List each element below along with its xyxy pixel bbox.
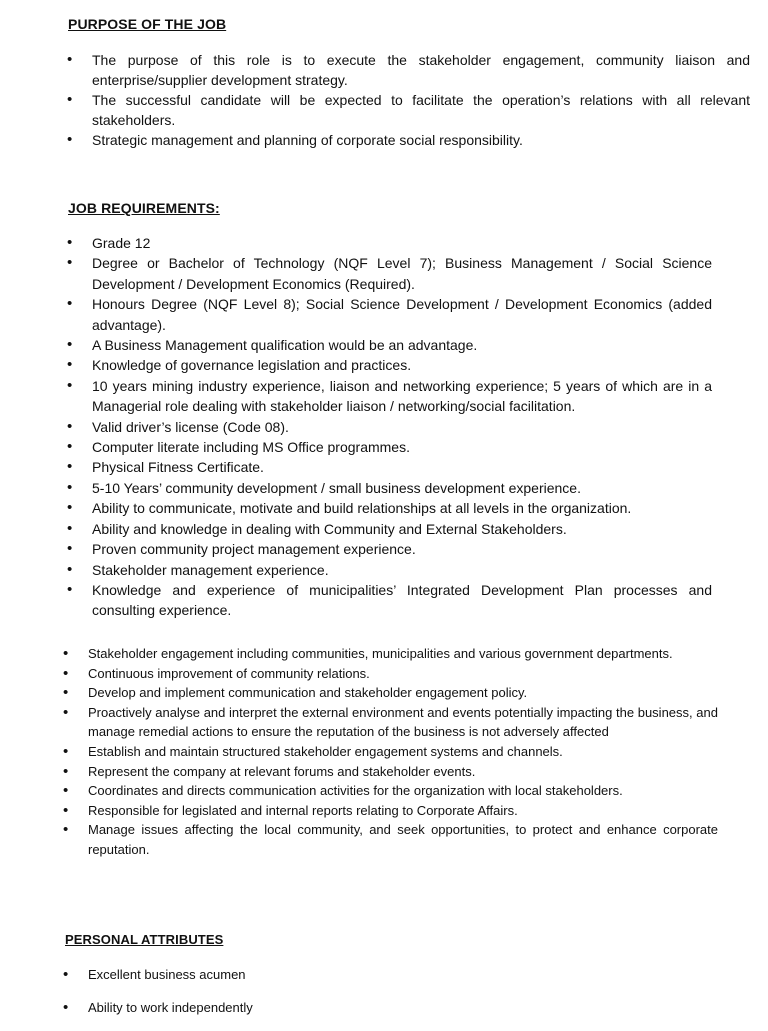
list-item: • The purpose of this role is to execute the stakeholder engagement, community liaison and enterprise/supplier development strategy.: [92, 50, 750, 90]
responsibilities-list: [88, 644, 718, 860]
personal-attributes-heading: PERSONAL ATTRIBUTES: [65, 932, 224, 947]
list-item: • The successful candidate will be expected to facilitate the operation’s relations with all relevant stakeholders.: [92, 90, 750, 130]
list-item: • Computer literate including MS Office programmes.: [92, 437, 712, 457]
list-item: • Valid driver’s license (Code 08).: [92, 417, 712, 437]
list-item: • Continuous improvement of community relations.: [88, 664, 718, 684]
list-item: • Stakeholder engagement including communities, municipalities and various government departments.: [88, 644, 718, 664]
job-requirements-heading: JOB REQUIREMENTS:: [68, 200, 220, 216]
personal-attributes-list: [88, 965, 718, 1031]
list-item: • 10 years mining industry experience, liaison and networking experience; 5 years of which are in a Managerial role dealing with stakeholder liaison / networking/social facilitation.: [92, 376, 712, 417]
list-item: • Grade 12: [92, 233, 712, 253]
list-item: • Knowledge of governance legislation and practices.: [92, 355, 712, 375]
list-item: • Excellent business acumen: [88, 965, 718, 985]
list-item: • Ability to communicate, motivate and build relationships at all levels in the organization.: [92, 498, 712, 518]
list-item: • Develop and implement communication and stakeholder engagement policy.: [88, 683, 718, 703]
purpose-list: [92, 50, 750, 150]
list-item: • Proactively analyse and interpret the external environment and events potentially impacting the business, and manage remedial actions to ensure the reputation of the business is not adversely affected: [88, 703, 718, 742]
list-item: • 5-10 Years’ community development / small business development experience.: [92, 478, 712, 498]
list-item: • Ability and knowledge in dealing with Community and External Stakeholders.: [92, 519, 712, 539]
list-item: • Stakeholder management experience.: [92, 560, 712, 580]
list-item: • Proven community project management experience.: [92, 539, 712, 559]
list-item: • Manage issues affecting the local community, and seek opportunities, to protect and enhance corporate reputation.: [88, 820, 718, 859]
purpose-heading: PURPOSE OF THE JOB: [68, 16, 227, 32]
list-item: • Coordinates and directs communication activities for the organization with local stakeholders.: [88, 781, 718, 801]
list-item: • Honours Degree (NQF Level 8); Social Science Development / Development Economics (added advantage).: [92, 294, 712, 335]
list-item: • Physical Fitness Certificate.: [92, 457, 712, 477]
list-item: • Knowledge and experience of municipalities’ Integrated Development Plan processes and consulting experience.: [92, 580, 712, 621]
list-item: • Responsible for legislated and internal reports relating to Corporate Affairs.: [88, 801, 718, 821]
list-item: • Degree or Bachelor of Technology (NQF Level 7); Business Management / Social Science Development / Development Economics (Required).: [92, 253, 712, 294]
list-item: • Establish and maintain structured stakeholder engagement systems and channels.: [88, 742, 718, 762]
list-item: • A Business Management qualification would be an advantage.: [92, 335, 712, 355]
list-item: • Strategic management and planning of corporate social responsibility.: [92, 130, 750, 150]
list-item: • Represent the company at relevant forums and stakeholder events.: [88, 762, 718, 782]
list-item: • Ability to work independently: [88, 998, 718, 1018]
job-requirements-list: [92, 233, 712, 621]
